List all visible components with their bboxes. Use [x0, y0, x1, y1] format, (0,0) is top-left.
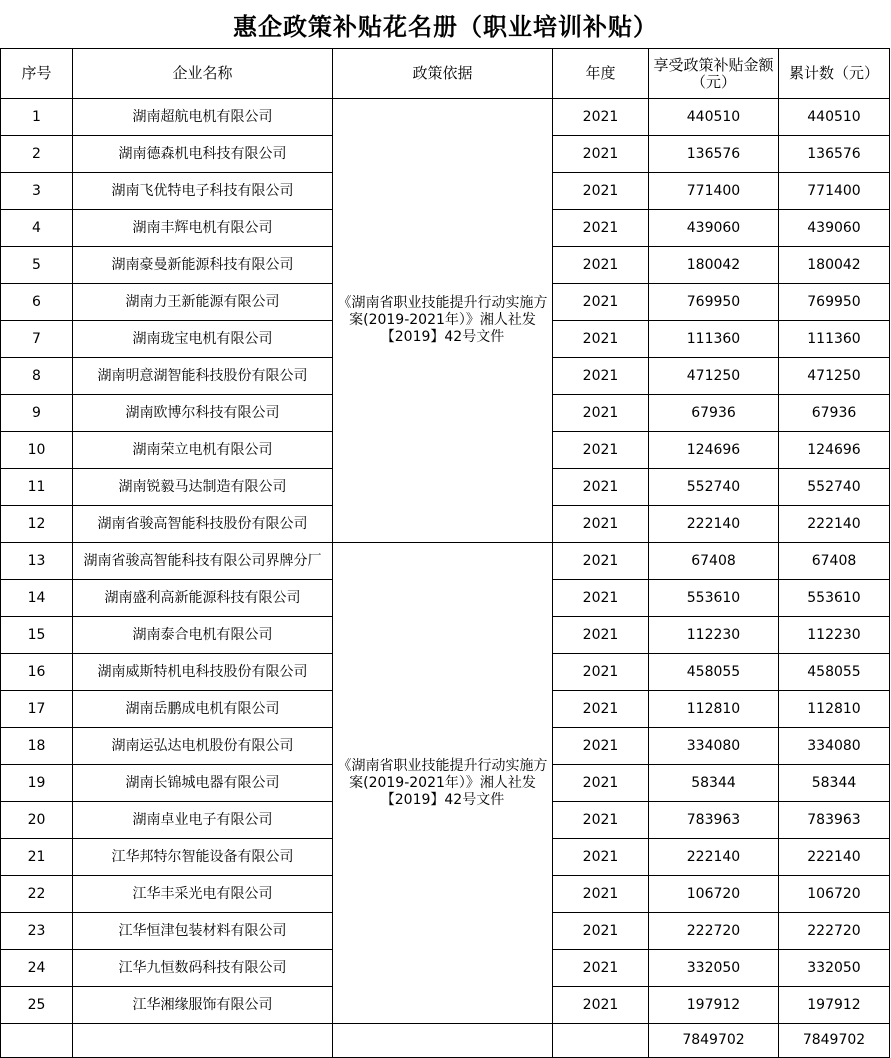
row-year: 2021: [553, 247, 649, 284]
row-cumulative: 332050: [779, 950, 890, 987]
header-cumulative: 累计数（元）: [779, 49, 890, 99]
row-amount: 332050: [649, 950, 779, 987]
row-cumulative: 440510: [779, 99, 890, 136]
row-seq: 20: [1, 802, 73, 839]
row-cumulative: 553610: [779, 580, 890, 617]
row-year: 2021: [553, 839, 649, 876]
row-year: 2021: [553, 987, 649, 1024]
row-cumulative: 106720: [779, 876, 890, 913]
row-amount: 440510: [649, 99, 779, 136]
row-cumulative: 334080: [779, 728, 890, 765]
row-seq: 7: [1, 321, 73, 358]
row-company: 湖南豪曼新能源科技有限公司: [73, 247, 333, 284]
row-cumulative: 112810: [779, 691, 890, 728]
row-amount: 222140: [649, 839, 779, 876]
row-company: 湖南飞优特电子科技有限公司: [73, 173, 333, 210]
row-year: 2021: [553, 617, 649, 654]
row-seq: 4: [1, 210, 73, 247]
row-amount: 58344: [649, 765, 779, 802]
row-seq: 14: [1, 580, 73, 617]
row-cumulative: 124696: [779, 432, 890, 469]
row-amount: 439060: [649, 210, 779, 247]
row-company: 湖南泰合电机有限公司: [73, 617, 333, 654]
row-company: 湖南超航电机有限公司: [73, 99, 333, 136]
row-company: 江华恒津包装材料有限公司: [73, 913, 333, 950]
row-year: 2021: [553, 99, 649, 136]
row-seq: 9: [1, 395, 73, 432]
header-amount: 享受政策补贴金额（元）: [649, 49, 779, 99]
row-amount: 67936: [649, 395, 779, 432]
row-company: 湖南运弘达电机股份有限公司: [73, 728, 333, 765]
row-amount: 106720: [649, 876, 779, 913]
policy-basis-cell: 《湖南省职业技能提升行动实施方案(2019-2021年）》湘人社发【2019】42号文件: [333, 99, 553, 543]
row-company: 江华湘缘服饰有限公司: [73, 987, 333, 1024]
row-amount: 180042: [649, 247, 779, 284]
row-year: 2021: [553, 728, 649, 765]
table-row: [1, 99, 890, 136]
header-policy: 政策依据: [333, 49, 553, 99]
row-seq: 5: [1, 247, 73, 284]
row-year: 2021: [553, 950, 649, 987]
row-cumulative: 111360: [779, 321, 890, 358]
row-cumulative: 783963: [779, 802, 890, 839]
row-amount: 67408: [649, 543, 779, 580]
total-empty-cell: [1, 1024, 73, 1058]
row-seq: 24: [1, 950, 73, 987]
row-cumulative: 552740: [779, 469, 890, 506]
row-company: 湖南明意湖智能科技股份有限公司: [73, 358, 333, 395]
row-cumulative: 471250: [779, 358, 890, 395]
row-amount: 136576: [649, 136, 779, 173]
row-seq: 11: [1, 469, 73, 506]
row-company: 湖南长锦城电器有限公司: [73, 765, 333, 802]
row-year: 2021: [553, 432, 649, 469]
row-seq: 22: [1, 876, 73, 913]
row-seq: 23: [1, 913, 73, 950]
row-amount: 458055: [649, 654, 779, 691]
total-amount: 7849702: [649, 1024, 779, 1058]
row-year: 2021: [553, 395, 649, 432]
row-year: 2021: [553, 802, 649, 839]
row-cumulative: 58344: [779, 765, 890, 802]
row-year: 2021: [553, 580, 649, 617]
row-seq: 17: [1, 691, 73, 728]
header-year: 年度: [553, 49, 649, 99]
row-company: 江华邦特尔智能设备有限公司: [73, 839, 333, 876]
row-cumulative: 222720: [779, 913, 890, 950]
row-cumulative: 771400: [779, 173, 890, 210]
row-amount: 553610: [649, 580, 779, 617]
row-amount: 222140: [649, 506, 779, 543]
row-amount: 197912: [649, 987, 779, 1024]
table-row: [1, 543, 890, 580]
row-seq: 12: [1, 506, 73, 543]
row-company: 湖南岳鹏成电机有限公司: [73, 691, 333, 728]
row-amount: 771400: [649, 173, 779, 210]
total-empty-cell: [553, 1024, 649, 1058]
row-seq: 6: [1, 284, 73, 321]
row-cumulative: 222140: [779, 506, 890, 543]
row-cumulative: 112230: [779, 617, 890, 654]
row-company: 湖南省骏高智能科技有限公司界牌分厂: [73, 543, 333, 580]
row-amount: 112810: [649, 691, 779, 728]
row-amount: 334080: [649, 728, 779, 765]
row-cumulative: 67408: [779, 543, 890, 580]
row-company: 江华丰采光电有限公司: [73, 876, 333, 913]
row-company: 湖南丰辉电机有限公司: [73, 210, 333, 247]
row-year: 2021: [553, 876, 649, 913]
row-company: 湖南德森机电科技有限公司: [73, 136, 333, 173]
row-seq: 1: [1, 99, 73, 136]
row-seq: 16: [1, 654, 73, 691]
total-empty-cell: [73, 1024, 333, 1058]
page-title: 惠企政策补贴花名册（职业培训补贴）: [233, 11, 658, 41]
row-seq: 21: [1, 839, 73, 876]
row-company: 江华九恒数码科技有限公司: [73, 950, 333, 987]
row-year: 2021: [553, 654, 649, 691]
row-amount: 769950: [649, 284, 779, 321]
row-year: 2021: [553, 543, 649, 580]
row-seq: 19: [1, 765, 73, 802]
row-seq: 13: [1, 543, 73, 580]
row-cumulative: 458055: [779, 654, 890, 691]
header-row: [1, 49, 890, 99]
row-company: 湖南省骏高智能科技股份有限公司: [73, 506, 333, 543]
row-year: 2021: [553, 210, 649, 247]
row-company: 湖南力王新能源有限公司: [73, 284, 333, 321]
subsidy-table: [0, 48, 890, 1058]
row-cumulative: 67936: [779, 395, 890, 432]
row-year: 2021: [553, 321, 649, 358]
row-year: 2021: [553, 765, 649, 802]
row-year: 2021: [553, 913, 649, 950]
row-year: 2021: [553, 358, 649, 395]
row-year: 2021: [553, 469, 649, 506]
row-amount: 124696: [649, 432, 779, 469]
row-company: 湖南卓业电子有限公司: [73, 802, 333, 839]
row-company: 湖南珑宝电机有限公司: [73, 321, 333, 358]
row-seq: 15: [1, 617, 73, 654]
row-year: 2021: [553, 136, 649, 173]
row-amount: 111360: [649, 321, 779, 358]
row-seq: 2: [1, 136, 73, 173]
total-cumulative: 7849702: [779, 1024, 890, 1058]
row-seq: 25: [1, 987, 73, 1024]
row-company: 湖南盛利高新能源科技有限公司: [73, 580, 333, 617]
row-year: 2021: [553, 284, 649, 321]
row-seq: 8: [1, 358, 73, 395]
policy-basis-cell: 《湖南省职业技能提升行动实施方案(2019-2021年）》湘人社发【2019】42号文件: [333, 543, 553, 1024]
row-year: 2021: [553, 173, 649, 210]
row-year: 2021: [553, 691, 649, 728]
header-company: 企业名称: [73, 49, 333, 99]
total-empty-cell: [333, 1024, 553, 1058]
row-cumulative: 136576: [779, 136, 890, 173]
row-cumulative: 769950: [779, 284, 890, 321]
row-cumulative: 180042: [779, 247, 890, 284]
row-cumulative: 439060: [779, 210, 890, 247]
total-row: [1, 1024, 890, 1058]
row-seq: 3: [1, 173, 73, 210]
row-amount: 222720: [649, 913, 779, 950]
row-seq: 18: [1, 728, 73, 765]
row-company: 湖南荣立电机有限公司: [73, 432, 333, 469]
header-seq: 序号: [1, 49, 73, 99]
row-company: 湖南欧博尔科技有限公司: [73, 395, 333, 432]
row-amount: 112230: [649, 617, 779, 654]
row-company: 湖南锐毅马达制造有限公司: [73, 469, 333, 506]
row-seq: 10: [1, 432, 73, 469]
row-amount: 471250: [649, 358, 779, 395]
row-year: 2021: [553, 506, 649, 543]
row-cumulative: 197912: [779, 987, 890, 1024]
row-amount: 552740: [649, 469, 779, 506]
row-company: 湖南威斯特机电科技股份有限公司: [73, 654, 333, 691]
table-body: [1, 99, 890, 1058]
row-cumulative: 222140: [779, 839, 890, 876]
row-amount: 783963: [649, 802, 779, 839]
